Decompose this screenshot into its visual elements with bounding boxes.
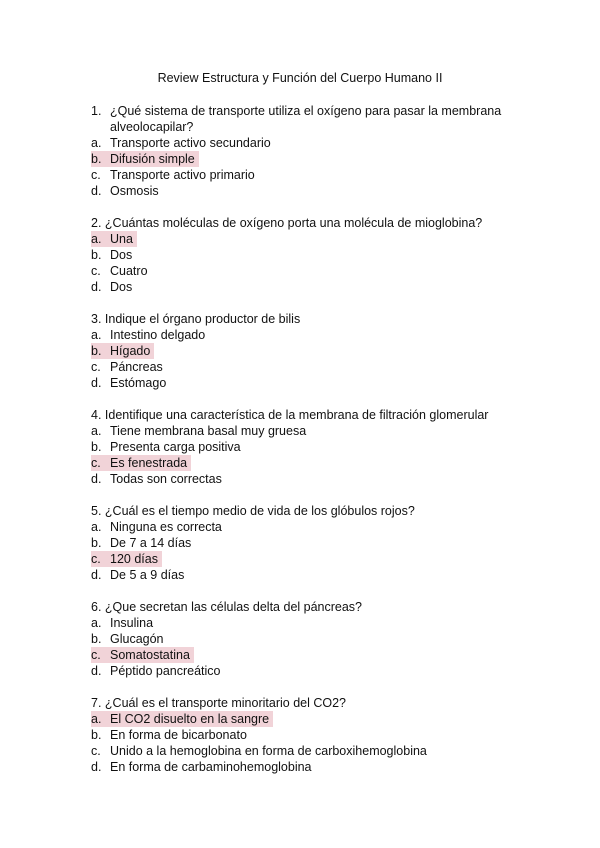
option-d [91,279,521,295]
option-letter: c. [91,264,101,278]
question-number: 6. [91,600,102,614]
option-c [91,263,521,279]
option-text: Transporte activo secundario [110,136,271,150]
option-c-correct [91,551,521,567]
option-letter: d. [91,472,102,486]
option-a [91,135,521,151]
option-letter: b. [91,248,102,262]
option-letter: c. [91,360,101,374]
question-statement: Identifique una característica de la membrana de filtración glomerular [104,408,489,422]
option-letter: b. [91,728,102,742]
option-letter: b. [91,152,102,166]
option-b [91,439,521,455]
option-text: Hígado [110,344,151,358]
question-text [91,695,521,711]
question-text [91,503,521,519]
option-text: Dos [110,280,133,294]
option-c-correct [91,647,521,663]
option-letter: c. [91,648,101,662]
option-c [91,743,521,759]
question-5 [91,503,521,583]
option-letter: d. [91,568,102,582]
option-letter: d. [91,280,102,294]
question-number: 3. [91,312,102,326]
option-letter: c. [91,552,101,566]
option-text: El CO2 disuelto en la sangre [110,712,270,726]
question-statement: ¿Que secretan las células delta del páncreas? [104,600,363,614]
option-text: Difusión simple [110,152,195,166]
option-letter: d. [91,376,102,390]
option-text: Presenta carga positiva [110,440,241,454]
option-letter: a. [91,424,102,438]
option-text: Transporte activo primario [110,168,255,182]
question-number: 7. [91,696,102,710]
option-a [91,423,521,439]
option-d [91,375,521,391]
option-c [91,359,521,375]
option-text: Estómago [110,376,167,390]
option-text: En forma de carbaminohemoglobina [110,760,312,774]
option-d [91,567,521,583]
question-statement: ¿Cuál es el transporte minoritario del CO2? [104,696,346,710]
option-text: Intestino delgado [110,328,206,342]
question-text [91,103,521,135]
option-a [91,519,521,535]
question-text [91,599,521,615]
question-4 [91,407,521,487]
option-c-correct [91,455,521,471]
option-text: Ninguna es correcta [110,520,222,534]
question-3 [91,311,521,391]
question-text [91,215,521,231]
question-7 [91,695,521,775]
option-text: Es fenestrada [110,456,188,470]
option-letter: c. [91,744,101,758]
question-statement: ¿Qué sistema de transporte utiliza el oxígeno para pasar la membrana alveolocapilar? [110,104,502,134]
option-text: Péptido pancreático [110,664,221,678]
option-b-correct [91,343,521,359]
option-c [91,167,521,183]
option-letter: c. [91,456,101,470]
option-letter: a. [91,232,102,246]
option-a-correct [91,231,521,247]
option-letter: b. [91,344,102,358]
question-number: 2. [91,216,102,230]
option-text: Todas son correctas [110,472,222,486]
option-text: Dos [110,248,133,262]
option-b [91,727,521,743]
option-text: Osmosis [110,184,159,198]
option-d [91,183,521,199]
question-statement: Indique el órgano productor de bilis [104,312,301,326]
option-a [91,327,521,343]
option-text: Insulina [110,616,154,630]
question-statement: ¿Cuál es el tiempo medio de vida de los glóbulos rojos? [104,504,415,518]
option-letter: d. [91,664,102,678]
option-b [91,247,521,263]
option-text: Somatostatina [110,648,190,662]
option-b [91,631,521,647]
question-number: 1. [91,104,102,118]
question-number: 5. [91,504,102,518]
option-a-correct [91,711,521,727]
option-text: Páncreas [110,360,163,374]
option-letter: a. [91,712,102,726]
option-a [91,615,521,631]
option-letter: b. [91,632,102,646]
document-title: Review Estructura y Función del Cuerpo Humano II [157,71,443,85]
option-letter: b. [91,536,102,550]
question-6 [91,599,521,679]
option-letter: b. [91,440,102,454]
option-b [91,535,521,551]
option-d [91,663,521,679]
option-text: De 5 a 9 días [110,568,185,582]
option-text: 120 días [110,552,158,566]
option-text: De 7 a 14 días [110,536,192,550]
option-d [91,759,521,775]
option-letter: a. [91,328,102,342]
option-text: Cuatro [110,264,148,278]
option-letter: d. [91,184,102,198]
option-letter: a. [91,616,102,630]
option-letter: d. [91,760,102,774]
question-number: 4. [91,408,102,422]
option-letter: c. [91,168,101,182]
question-statement: ¿Cuántas moléculas de oxígeno porta una molécula de mioglobina? [104,216,483,230]
question-text [91,311,521,327]
option-text: Tiene membrana basal muy gruesa [110,424,307,438]
option-text: Una [110,232,133,246]
question-1 [91,103,521,199]
question-text [91,407,521,423]
question-2 [91,215,521,295]
option-text: En forma de bicarbonato [110,728,247,742]
option-text: Unido a la hemoglobina en forma de carboxihemoglobina [110,744,427,758]
option-text: Glucagón [110,632,164,646]
option-b-correct [91,151,521,167]
option-letter: a. [91,520,102,534]
option-letter: a. [91,136,102,150]
option-d [91,471,521,487]
